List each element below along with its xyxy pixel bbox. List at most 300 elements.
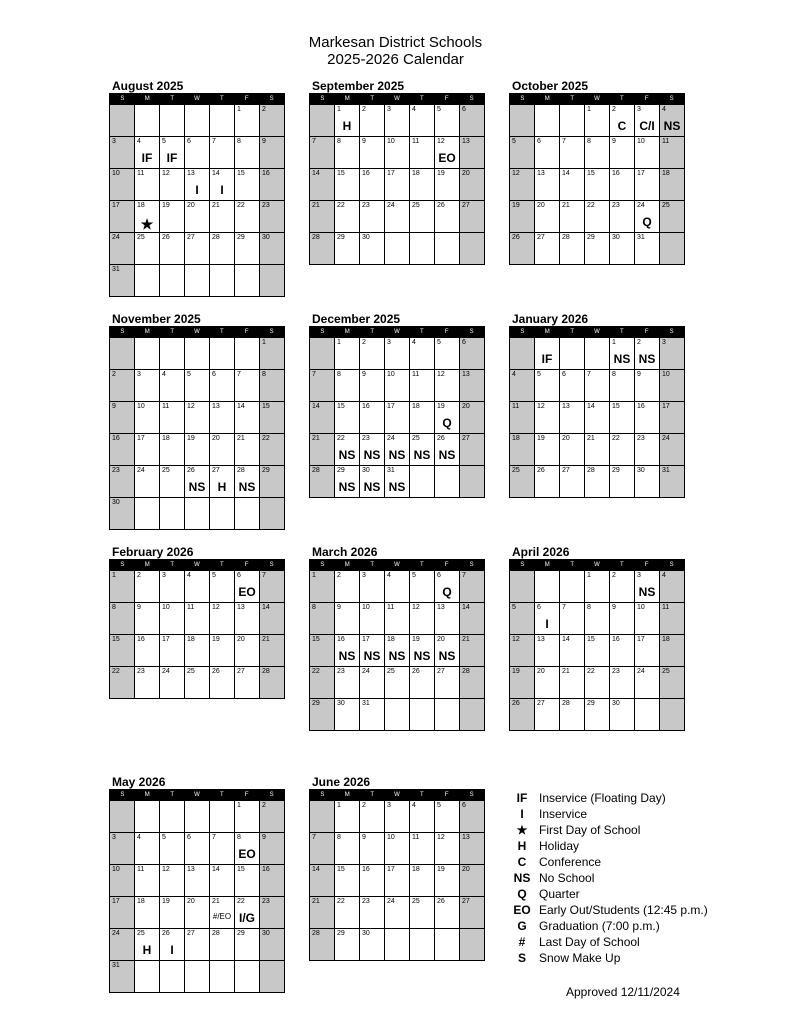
- day-number: 2: [337, 572, 341, 579]
- day-number: 15: [237, 866, 245, 873]
- day-number: 1: [337, 339, 341, 346]
- day-cell: [434, 370, 459, 401]
- day-cell: [634, 603, 659, 634]
- empty-cell: [134, 801, 159, 832]
- day-cell: [184, 137, 209, 168]
- day-cell: [234, 603, 259, 634]
- day-number: 30: [362, 234, 370, 241]
- day-cell: [534, 699, 559, 730]
- weekday-header: F: [244, 329, 249, 335]
- weekday-header: S: [320, 329, 325, 335]
- weekday-header: T: [220, 329, 224, 335]
- week-row: [510, 232, 684, 264]
- day-number: 20: [212, 435, 220, 442]
- month-title: April 2026: [512, 545, 570, 559]
- day-cell: [609, 169, 634, 200]
- month-calendar: [109, 545, 285, 699]
- legend-code: Q: [517, 887, 527, 901]
- day-cell: [634, 233, 659, 264]
- day-number: 5: [412, 572, 416, 579]
- week-row: [310, 570, 484, 602]
- day-number: 25: [512, 467, 520, 474]
- day-cell: [534, 169, 559, 200]
- weekday-header: W: [394, 792, 400, 798]
- day-number: 15: [112, 636, 120, 643]
- day-cell: [534, 201, 559, 232]
- day-cell: [310, 667, 334, 698]
- weekday-header: M: [344, 562, 350, 568]
- weekday-header: F: [444, 329, 449, 335]
- day-cell: [359, 137, 384, 168]
- day-cell: [334, 233, 359, 264]
- day-number: 6: [462, 339, 466, 346]
- day-code: Q: [642, 215, 652, 229]
- day-number: 22: [112, 668, 120, 675]
- day-code: NS: [413, 448, 431, 462]
- empty-cell: [510, 571, 534, 602]
- day-number: 16: [112, 435, 120, 442]
- weekday-header: T: [170, 792, 174, 798]
- day-cell: [184, 929, 209, 960]
- day-cell: [434, 635, 459, 666]
- day-cell: [259, 801, 284, 832]
- star-icon: ★: [140, 216, 154, 232]
- day-number: 30: [362, 930, 370, 937]
- day-cell: [234, 571, 259, 602]
- week-row: [110, 168, 284, 200]
- day-cell: [409, 201, 434, 232]
- week-row: [510, 200, 684, 232]
- empty-cell: [409, 466, 434, 497]
- day-number: 6: [462, 802, 466, 809]
- week-row: [310, 602, 484, 634]
- empty-cell: [310, 801, 334, 832]
- month-calendar: [309, 775, 485, 961]
- day-cell: [584, 201, 609, 232]
- weekday-header: M: [144, 96, 150, 102]
- day-number: 1: [587, 572, 591, 579]
- legend-label: First Day of School: [539, 823, 641, 837]
- month-calendar: [309, 79, 485, 265]
- week-row: [510, 698, 684, 730]
- weekday-header: S: [520, 96, 525, 102]
- day-number: 9: [362, 371, 366, 378]
- legend-label: Quarter: [539, 887, 580, 901]
- day-number: 25: [162, 467, 170, 474]
- day-cell: [609, 466, 634, 497]
- weekday-header: T: [570, 329, 574, 335]
- day-cell: [409, 603, 434, 634]
- page-title-line1: Markesan District Schools: [308, 34, 483, 51]
- day-number: 1: [587, 106, 591, 113]
- weekday-header: F: [244, 96, 249, 102]
- legend-code: #: [518, 935, 526, 949]
- day-cell: [359, 897, 384, 928]
- empty-cell: [184, 961, 209, 992]
- day-number: 21: [462, 636, 470, 643]
- day-number: 15: [587, 170, 595, 177]
- day-number: 20: [462, 403, 470, 410]
- day-number: 29: [587, 700, 595, 707]
- week-row: [110, 433, 284, 465]
- weekday-header: T: [570, 96, 574, 102]
- day-cell: [409, 137, 434, 168]
- day-number: 7: [562, 604, 566, 611]
- day-cell: [559, 699, 584, 730]
- day-number: 4: [412, 106, 416, 113]
- day-number: 3: [387, 339, 391, 346]
- day-number: 9: [112, 403, 116, 410]
- day-code: I: [170, 943, 174, 957]
- day-cell: [409, 370, 434, 401]
- day-number: 1: [612, 339, 616, 346]
- day-number: 30: [112, 499, 120, 506]
- empty-cell: [209, 801, 234, 832]
- day-number: 3: [137, 371, 141, 378]
- day-cell: [134, 635, 159, 666]
- day-cell: [159, 201, 184, 232]
- day-number: 2: [362, 106, 366, 113]
- day-number: 29: [312, 700, 320, 707]
- day-cell: [259, 201, 284, 232]
- day-cell: [134, 667, 159, 698]
- day-number: 21: [212, 202, 220, 209]
- day-number: 24: [637, 668, 645, 675]
- day-number: 29: [237, 930, 245, 937]
- day-code: NS: [413, 649, 431, 663]
- day-number: 25: [412, 898, 420, 905]
- day-number: 30: [362, 467, 370, 474]
- weekday-header-row: [510, 560, 684, 570]
- day-number: 9: [612, 604, 616, 611]
- day-cell: [584, 105, 609, 136]
- day-cell: [534, 402, 559, 433]
- day-cell: [359, 338, 384, 369]
- weekday-header: M: [144, 562, 150, 568]
- day-cell: [634, 434, 659, 465]
- day-cell: [609, 338, 634, 369]
- day-number: 11: [412, 371, 420, 378]
- day-cell: [359, 233, 384, 264]
- day-number: 7: [237, 371, 241, 378]
- day-cell: [459, 833, 484, 864]
- day-cell: [234, 635, 259, 666]
- day-number: 15: [262, 403, 270, 410]
- day-cell: [584, 402, 609, 433]
- empty-cell: [409, 699, 434, 730]
- day-number: 19: [162, 202, 170, 209]
- day-cell: [510, 201, 534, 232]
- day-number: 13: [462, 834, 470, 841]
- legend-code: IF: [516, 791, 528, 805]
- day-code: C: [617, 119, 627, 133]
- month-calendar: [509, 545, 685, 731]
- day-cell: [310, 865, 334, 896]
- day-number: 17: [362, 636, 370, 643]
- day-cell: [659, 635, 684, 666]
- day-number: 16: [612, 170, 620, 177]
- day-cell: [334, 571, 359, 602]
- day-code: IF: [166, 151, 178, 165]
- day-cell: [110, 498, 134, 529]
- day-number: 19: [437, 170, 445, 177]
- day-cell: [659, 402, 684, 433]
- day-number: 27: [437, 668, 445, 675]
- day-number: 26: [412, 668, 420, 675]
- weekday-header: S: [269, 562, 274, 568]
- legend-item: [508, 934, 768, 950]
- day-number: 17: [112, 202, 120, 209]
- weekday-header: S: [520, 562, 525, 568]
- day-cell: [559, 201, 584, 232]
- day-code: EO: [238, 585, 256, 599]
- day-number: 21: [562, 668, 570, 675]
- day-number: 9: [362, 834, 366, 841]
- day-number: 10: [387, 371, 395, 378]
- legend-item: [508, 918, 768, 934]
- day-number: 11: [512, 403, 520, 410]
- star-icon: ★: [516, 823, 528, 837]
- day-cell: [159, 897, 184, 928]
- day-cell: [634, 466, 659, 497]
- empty-cell: [159, 801, 184, 832]
- month-title: August 2025: [112, 79, 184, 93]
- day-number: 23: [112, 467, 120, 474]
- month-title: June 2026: [312, 775, 371, 789]
- day-cell: [459, 169, 484, 200]
- day-cell: [609, 402, 634, 433]
- day-number: 8: [337, 138, 341, 145]
- day-cell: [259, 370, 284, 401]
- day-number: 27: [537, 234, 545, 241]
- day-number: 18: [162, 435, 170, 442]
- month-grid: [109, 559, 285, 699]
- day-cell: [459, 865, 484, 896]
- day-number: 20: [462, 866, 470, 873]
- day-number: 30: [612, 700, 620, 707]
- day-cell: [384, 897, 409, 928]
- empty-cell: [209, 265, 234, 296]
- day-cell: [559, 466, 584, 497]
- week-row: [110, 401, 284, 433]
- weekday-header: W: [594, 96, 600, 102]
- day-number: 19: [537, 435, 545, 442]
- week-row: [310, 200, 484, 232]
- day-code: I: [545, 617, 549, 631]
- day-number: 22: [337, 435, 345, 442]
- day-number: 26: [162, 930, 170, 937]
- day-number: 9: [337, 604, 341, 611]
- day-cell: [659, 466, 684, 497]
- week-row: [310, 232, 484, 264]
- day-cell: [259, 833, 284, 864]
- day-cell: [659, 571, 684, 602]
- weekday-header: T: [620, 96, 624, 102]
- day-cell: [310, 635, 334, 666]
- legend-label: Holiday: [539, 839, 580, 853]
- empty-cell: [534, 338, 559, 369]
- day-number: 24: [137, 467, 145, 474]
- week-row: [110, 232, 284, 264]
- weekday-header: S: [269, 329, 274, 335]
- day-cell: [584, 635, 609, 666]
- weekday-header: T: [370, 329, 374, 335]
- month-grid: [509, 326, 685, 498]
- week-row: [310, 800, 484, 832]
- day-number: 22: [337, 898, 345, 905]
- day-number: 11: [662, 138, 670, 145]
- week-row: [310, 369, 484, 401]
- day-number: 29: [262, 467, 270, 474]
- day-number: 6: [187, 138, 191, 145]
- day-cell: [259, 105, 284, 136]
- day-cell: [409, 801, 434, 832]
- day-number: 31: [387, 467, 395, 474]
- day-number: 17: [162, 636, 170, 643]
- day-number: 10: [662, 371, 670, 378]
- day-code: NS: [638, 352, 656, 366]
- weekday-header: M: [344, 329, 350, 335]
- day-code: EO: [238, 847, 256, 861]
- day-cell: [159, 402, 184, 433]
- day-number: 28: [312, 467, 320, 474]
- month-grid: [309, 789, 485, 961]
- legend-item: [508, 950, 768, 966]
- empty-cell: [384, 699, 409, 730]
- weekday-header: T: [170, 329, 174, 335]
- day-cell: [459, 402, 484, 433]
- day-number: 30: [337, 700, 345, 707]
- day-number: 26: [437, 435, 445, 442]
- week-row: [310, 337, 484, 369]
- day-number: 17: [387, 170, 395, 177]
- day-cell: [359, 603, 384, 634]
- legend: [508, 790, 768, 966]
- day-cell: [634, 667, 659, 698]
- day-cell: [634, 201, 659, 232]
- day-number: 1: [237, 802, 241, 809]
- day-cell: [134, 402, 159, 433]
- day-cell: [159, 434, 184, 465]
- day-number: 25: [387, 668, 395, 675]
- day-cell: [409, 402, 434, 433]
- day-number: 5: [512, 604, 516, 611]
- week-row: [510, 401, 684, 433]
- day-number: 23: [612, 202, 620, 209]
- day-cell: [134, 201, 159, 232]
- day-cell: [159, 233, 184, 264]
- day-cell: [184, 402, 209, 433]
- day-number: 8: [587, 604, 591, 611]
- day-number: 12: [437, 138, 445, 145]
- month-calendar: [109, 79, 285, 297]
- legend-code: EO: [513, 903, 531, 917]
- day-number: 29: [337, 234, 345, 241]
- week-row: [310, 136, 484, 168]
- weekday-header: T: [620, 562, 624, 568]
- day-cell: [134, 370, 159, 401]
- day-number: 21: [587, 435, 595, 442]
- empty-cell: [110, 338, 134, 369]
- empty-cell: [184, 801, 209, 832]
- day-number: 11: [412, 834, 420, 841]
- month-title: February 2026: [112, 545, 194, 559]
- day-number: 21: [312, 898, 320, 905]
- day-cell: [434, 571, 459, 602]
- day-number: 23: [612, 668, 620, 675]
- day-number: 14: [212, 866, 220, 873]
- day-number: 23: [137, 668, 145, 675]
- day-cell: [234, 137, 259, 168]
- empty-cell: [134, 105, 159, 136]
- week-row: [510, 465, 684, 497]
- day-number: 12: [437, 371, 445, 378]
- day-cell: [510, 466, 534, 497]
- month-calendar: [109, 775, 285, 993]
- day-number: 21: [262, 636, 270, 643]
- day-cell: [310, 833, 334, 864]
- day-cell: [209, 897, 234, 928]
- day-number: 24: [162, 668, 170, 675]
- day-code: NS: [338, 480, 356, 494]
- day-number: 31: [112, 962, 120, 969]
- day-number: 27: [562, 467, 570, 474]
- weekday-header: W: [394, 562, 400, 568]
- day-number: 26: [212, 668, 220, 675]
- empty-cell: [434, 466, 459, 497]
- day-cell: [310, 929, 334, 960]
- legend-label: Snow Make Up: [539, 951, 621, 965]
- month-grid: [309, 559, 485, 731]
- day-cell: [234, 434, 259, 465]
- day-cell: [459, 667, 484, 698]
- day-number: 19: [512, 668, 520, 675]
- day-cell: [259, 603, 284, 634]
- day-number: 9: [262, 834, 266, 841]
- day-cell: [384, 801, 409, 832]
- day-cell: [384, 571, 409, 602]
- day-number: 17: [662, 403, 670, 410]
- day-number: 1: [112, 572, 116, 579]
- day-cell: [584, 571, 609, 602]
- day-cell: [359, 801, 384, 832]
- day-number: 23: [637, 435, 645, 442]
- day-code: NS: [388, 448, 406, 462]
- day-number: 16: [362, 403, 370, 410]
- day-number: 4: [662, 572, 666, 579]
- empty-cell: [434, 929, 459, 960]
- day-cell: [384, 603, 409, 634]
- day-cell: [334, 801, 359, 832]
- empty-cell: [659, 233, 684, 264]
- empty-cell: [159, 338, 184, 369]
- week-row: [110, 864, 284, 896]
- day-number: 10: [637, 604, 645, 611]
- day-code: H: [142, 943, 152, 957]
- day-cell: [510, 699, 534, 730]
- day-number: 8: [612, 371, 616, 378]
- day-cell: [110, 434, 134, 465]
- weekday-header: F: [244, 562, 249, 568]
- day-code: IF: [541, 352, 553, 366]
- day-number: 20: [237, 636, 245, 643]
- day-number: 3: [162, 572, 166, 579]
- day-cell: [259, 929, 284, 960]
- day-cell: [510, 667, 534, 698]
- month-grid: [109, 93, 285, 297]
- day-cell: [584, 137, 609, 168]
- empty-cell: [209, 961, 234, 992]
